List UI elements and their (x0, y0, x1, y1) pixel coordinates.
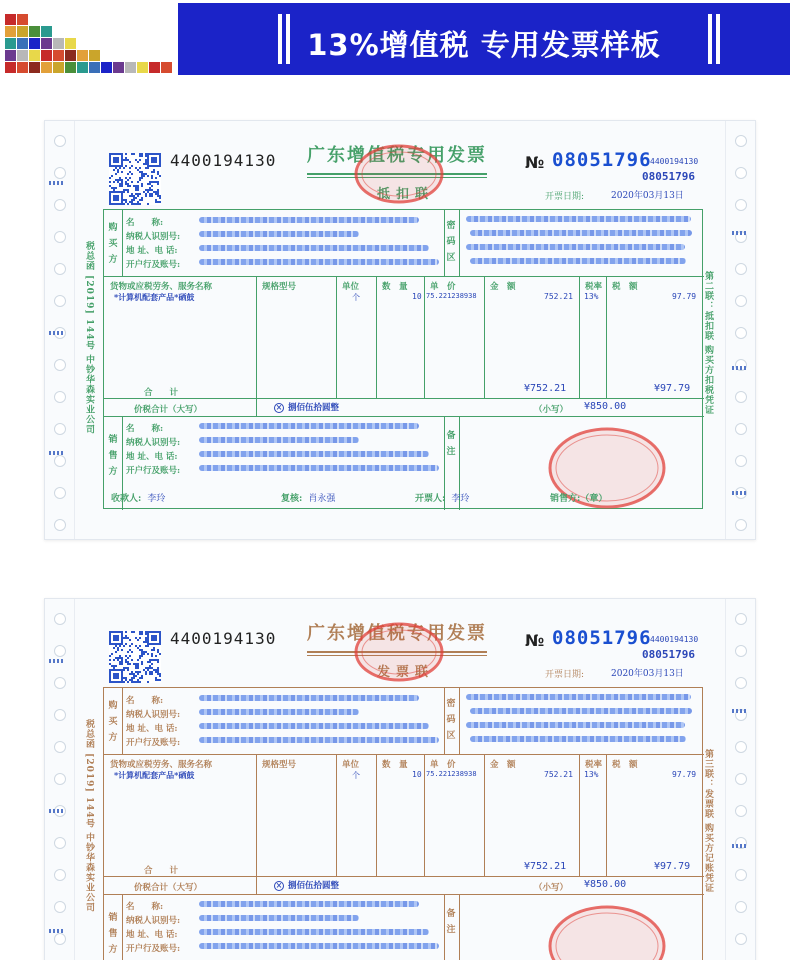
mosaic-tile (65, 50, 76, 61)
grand-total-upper-text: 捌佰伍拾圆整 (288, 403, 340, 413)
feed-hole (735, 805, 747, 817)
feed-hole (735, 199, 747, 211)
table-rule (606, 276, 607, 398)
edge-mark (732, 366, 748, 370)
small-number: 08051796 (642, 170, 695, 183)
grand-total-small: ¥850.00 (584, 401, 627, 412)
mosaic-tile (137, 62, 148, 73)
feed-hole (735, 933, 747, 945)
item-tax: 97.79 (672, 292, 697, 301)
mosaic-tile (41, 26, 52, 37)
issue-date: 2020年03月13日 (611, 191, 684, 201)
feed-hole (735, 613, 747, 625)
feed-hole (735, 391, 747, 403)
table-rule (579, 276, 580, 398)
cipher-text (466, 244, 685, 250)
edge-mark (49, 181, 65, 185)
feed-hole (54, 709, 66, 721)
seller-seal (550, 491, 607, 504)
mosaic-tile (65, 62, 76, 73)
left-feed-strip (45, 121, 75, 539)
mosaic-tile (5, 38, 16, 49)
buyer-bank-label: 开户行及账号: (126, 260, 181, 270)
invoice-number: 08051796 (552, 149, 652, 171)
seller-label: 销售方 (108, 435, 118, 477)
column-header-name: 货物或应税劳务、服务名称 (110, 282, 213, 292)
drawer-value: 李玲 (451, 494, 470, 504)
cipher-text (470, 736, 686, 742)
cipher-text (466, 216, 691, 222)
invoice-code: 4400194130 (170, 629, 277, 648)
grand-total-upper (274, 401, 339, 413)
feed-hole (54, 487, 66, 499)
seller-tax-label: 纳税人识别号: (126, 916, 181, 926)
table-rule (484, 276, 485, 398)
column-header-unit: 单位 (342, 282, 360, 292)
edge-mark (49, 331, 65, 335)
banner-right-bar (716, 14, 720, 64)
buyer-redacted (199, 217, 419, 223)
item-tax: 97.79 (672, 770, 697, 779)
cipher-label: 密码区 (446, 699, 456, 741)
seller-invoice-seal (547, 904, 667, 960)
mosaic-tile (5, 50, 16, 61)
seller-redacted (199, 943, 439, 949)
mosaic-tile (5, 62, 16, 73)
date-label: 开票日期: (545, 670, 585, 680)
feed-hole (735, 677, 747, 689)
mosaic-tile (41, 62, 52, 73)
mosaic-tile (17, 26, 28, 37)
copy-name: 发票联 (377, 665, 435, 680)
column-header-price: 单 价 (430, 282, 456, 292)
feed-hole (54, 519, 66, 531)
feed-hole (54, 677, 66, 689)
mosaic-tile (101, 62, 112, 73)
grand-total-label: 价税合计（大写） (134, 883, 203, 893)
column-header-spec: 规格型号 (262, 760, 297, 770)
table-rule (606, 754, 607, 876)
seller-redacted (199, 437, 359, 443)
table-rule (122, 894, 123, 960)
feed-hole (735, 455, 747, 467)
copy-side-text: 第三联：发票联 购买方记账凭证 (703, 749, 713, 894)
table-rule (376, 754, 377, 876)
mosaic-tile (29, 26, 40, 37)
mosaic-tile (29, 50, 40, 61)
buyer-tax-label: 纳税人识别号: (126, 232, 181, 242)
invoice-sheet (44, 598, 756, 960)
remark-label: 备注 (446, 431, 456, 457)
feed-hole (54, 773, 66, 785)
buyer-addr-label: 地 址、电 话: (126, 724, 178, 734)
edge-mark (49, 929, 65, 933)
table-rule (459, 894, 460, 960)
copy-side-text: 第二联：抵扣联 购买方扣税凭证 (703, 271, 713, 416)
table-rule (336, 276, 337, 398)
seller-redacted (199, 451, 429, 457)
feed-hole (54, 869, 66, 881)
seller-addr-label: 地 址、电 话: (126, 930, 178, 940)
item-price: 75.221238938 (426, 292, 477, 300)
feed-hole (735, 645, 747, 657)
column-header-price: 单 价 (430, 760, 456, 770)
total-tax: ¥97.79 (654, 861, 691, 872)
number-sign: № (525, 153, 545, 172)
mosaic-tile (77, 50, 88, 61)
cipher-text (470, 230, 692, 236)
table-rule (459, 210, 460, 276)
feed-hole (735, 741, 747, 753)
item-unit: 个 (352, 293, 360, 302)
edge-mark (49, 451, 65, 455)
feed-hole (735, 295, 747, 307)
mosaic-tile (53, 62, 64, 73)
seller-bank-label: 开户行及账号: (126, 466, 181, 476)
qr-code (109, 153, 161, 205)
table-rule (424, 276, 425, 398)
feed-hole (735, 423, 747, 435)
table-rule (104, 276, 704, 277)
feed-hole (735, 773, 747, 785)
table-rule (256, 276, 257, 398)
buyer-redacted (199, 245, 429, 251)
grand-total-upper-text: 捌佰伍拾圆整 (288, 881, 340, 891)
buyer-redacted (199, 723, 429, 729)
mosaic-tile (29, 38, 40, 49)
cipher-text (470, 708, 692, 714)
total-amount: ¥752.21 (524, 383, 567, 394)
tax-bureau-seal (353, 143, 445, 205)
edge-mark (732, 491, 748, 495)
item-amount: 752.21 (544, 292, 573, 301)
mosaic-tile (53, 38, 64, 49)
total-amount: ¥752.21 (524, 861, 567, 872)
buyer-label: 购买方 (108, 701, 118, 743)
item-name: *计算机配套产品*硒鼓 (114, 770, 195, 780)
total-label: 合 计 (144, 866, 179, 876)
seller-bank-label: 开户行及账号: (126, 944, 181, 954)
mosaic-tile (5, 26, 16, 37)
total-tax: ¥97.79 (654, 383, 691, 394)
edge-mark (49, 809, 65, 813)
buyer-redacted (199, 259, 439, 265)
feed-hole (54, 741, 66, 753)
left-feed-strip (45, 599, 75, 960)
feed-hole (54, 613, 66, 625)
mosaic-tile (17, 38, 28, 49)
cross-circle-icon: × (275, 879, 283, 890)
feed-hole (54, 933, 66, 945)
feed-hole (54, 135, 66, 147)
table-rule (122, 688, 123, 754)
seller-label: 销售方 (108, 913, 118, 955)
item-name: *计算机配套产品*硒鼓 (114, 292, 195, 302)
table-rule (484, 754, 485, 876)
title-banner (178, 3, 790, 75)
table-rule (104, 398, 704, 399)
mosaic-tile (5, 14, 16, 25)
item-qty: 10 (412, 292, 422, 301)
item-amount: 752.21 (544, 770, 573, 779)
mosaic-tile (41, 50, 52, 61)
buyer-tax-label: 纳税人识别号: (126, 710, 181, 720)
right-feed-strip (725, 599, 755, 960)
edge-mark (732, 844, 748, 848)
edge-mark (732, 709, 748, 713)
column-header-unit: 单位 (342, 760, 360, 770)
tax-bureau-seal (353, 621, 445, 683)
buyer-redacted (199, 737, 439, 743)
qr-code (109, 631, 161, 683)
small-code: 4400194130 (650, 635, 699, 644)
item-qty: 10 (412, 770, 422, 779)
feed-hole (735, 519, 747, 531)
table-rule (104, 894, 704, 895)
seller-redacted (199, 915, 359, 921)
cipher-text (466, 694, 691, 700)
table-rule (376, 276, 377, 398)
buyer-label: 购买方 (108, 223, 118, 265)
table-rule (256, 754, 257, 876)
invoice-number: 08051796 (552, 627, 652, 649)
seller-redacted (199, 423, 419, 429)
mosaic-tile (161, 62, 172, 73)
small-code: 4400194130 (650, 157, 699, 166)
grand-total-upper (274, 879, 339, 891)
feed-hole (54, 263, 66, 275)
table-rule (256, 398, 257, 416)
payee-label: 收款人: (111, 494, 142, 504)
date-label: 开票日期: (545, 192, 585, 202)
issue-date: 2020年03月13日 (611, 669, 684, 679)
cross-circle-icon: × (275, 401, 283, 412)
buyer-redacted (199, 231, 359, 237)
seller-redacted (199, 465, 439, 471)
table-rule (444, 688, 445, 754)
item-price: 75.221238938 (426, 770, 477, 778)
vertical-company-text: 税总函 [2019] 144号 中钞华森实业公司 (84, 719, 94, 913)
right-feed-strip (725, 121, 755, 539)
buyer-addr-label: 地 址、电 话: (126, 246, 178, 256)
feed-hole (54, 423, 66, 435)
table-rule (104, 754, 704, 755)
feed-hole (54, 359, 66, 371)
feed-hole (54, 837, 66, 849)
invoice-title: 广东增值税专用发票 (307, 145, 487, 166)
payee (111, 491, 165, 504)
feed-hole (54, 645, 66, 657)
drawer (415, 491, 469, 504)
cipher-label: 密码区 (446, 221, 456, 263)
grand-total-small-label: （小写） (534, 405, 569, 415)
mosaic-tile (29, 62, 40, 73)
feed-hole (54, 901, 66, 913)
column-header-qty: 数 量 (382, 282, 408, 292)
feed-hole (54, 167, 66, 179)
column-header-amount: 金 额 (490, 760, 516, 770)
feed-hole (54, 199, 66, 211)
table-rule (444, 210, 445, 276)
total-label: 合 计 (144, 388, 179, 398)
reviewer-label: 复核: (281, 494, 303, 504)
buyer-redacted (199, 695, 419, 701)
item-unit: 个 (352, 771, 360, 780)
payee-value: 李玲 (147, 494, 166, 504)
feed-hole (735, 263, 747, 275)
table-rule (122, 210, 123, 276)
number-sign: № (525, 631, 545, 650)
cipher-text (470, 258, 686, 264)
seller-redacted (199, 929, 429, 935)
page-title: 13%增值税 专用发票样板 (307, 28, 661, 62)
seller-name-label: 名 称: (126, 902, 164, 912)
cipher-text (466, 722, 685, 728)
seller-addr-label: 地 址、电 话: (126, 452, 178, 462)
mosaic-tile (89, 50, 100, 61)
table-rule (104, 876, 704, 877)
grand-total-label: 价税合计（大写） (134, 405, 203, 415)
feed-hole (735, 167, 747, 179)
mosaic-tile (149, 62, 160, 73)
grand-total-small: ¥850.00 (584, 879, 627, 890)
feed-hole (735, 869, 747, 881)
buyer-name-label: 名 称: (126, 218, 164, 228)
feed-hole (54, 295, 66, 307)
buyer-name-label: 名 称: (126, 696, 164, 706)
column-header-tax: 税 额 (612, 760, 638, 770)
table-rule (459, 688, 460, 754)
mosaic-tile (89, 62, 100, 73)
mosaic-tile (65, 38, 76, 49)
table-rule (444, 894, 445, 960)
banner-right-bar (708, 14, 712, 64)
feed-hole (54, 391, 66, 403)
reviewer-value: 肖永强 (308, 494, 336, 504)
mosaic-tile (53, 50, 64, 61)
table-rule (579, 754, 580, 876)
feed-hole (54, 231, 66, 243)
table-rule (256, 876, 257, 894)
copy-name: 抵扣联 (377, 187, 435, 202)
mosaic-tile (77, 62, 88, 73)
seller-name-label: 名 称: (126, 424, 164, 434)
table-rule (104, 416, 704, 417)
mosaic-tile (113, 62, 124, 73)
seller-redacted (199, 901, 419, 907)
seller-tax-label: 纳税人识别号: (126, 438, 181, 448)
column-header-spec: 规格型号 (262, 282, 297, 292)
column-header-qty: 数 量 (382, 760, 408, 770)
grand-total-small-label: （小写） (534, 883, 569, 893)
buyer-redacted (199, 709, 359, 715)
mosaic-tile (17, 62, 28, 73)
feed-hole (735, 327, 747, 339)
feed-hole (735, 135, 747, 147)
invoice-code: 4400194130 (170, 151, 277, 170)
edge-mark (49, 659, 65, 663)
column-header-name: 货物或应税劳务、服务名称 (110, 760, 213, 770)
item-rate: 13% (584, 770, 599, 779)
buyer-bank-label: 开户行及账号: (126, 738, 181, 748)
reviewer (281, 491, 335, 504)
item-rate: 13% (584, 292, 599, 301)
table-rule (336, 754, 337, 876)
edge-mark (732, 231, 748, 235)
invoice-sheet (44, 120, 756, 540)
mosaic-tile (17, 14, 28, 25)
column-header-rate: 税率 (585, 282, 603, 292)
vertical-company-text: 税总函 [2019] 144号 中钞华森实业公司 (84, 241, 94, 435)
column-header-tax: 税 额 (612, 282, 638, 292)
logo-mosaic (5, 10, 175, 74)
feed-hole (735, 901, 747, 913)
column-header-rate: 税率 (585, 760, 603, 770)
mosaic-tile (125, 62, 136, 73)
feed-hole (54, 455, 66, 467)
seller-seal-label: 销售方:（章） (550, 494, 608, 504)
mosaic-tile (41, 38, 52, 49)
drawer-label: 开票人: (415, 494, 446, 504)
mosaic-tile (17, 50, 28, 61)
column-header-amount: 金 额 (490, 282, 516, 292)
invoice-title: 广东增值税专用发票 (307, 623, 487, 644)
remark-label: 备注 (446, 909, 456, 935)
small-number: 08051796 (642, 648, 695, 661)
table-rule (424, 754, 425, 876)
